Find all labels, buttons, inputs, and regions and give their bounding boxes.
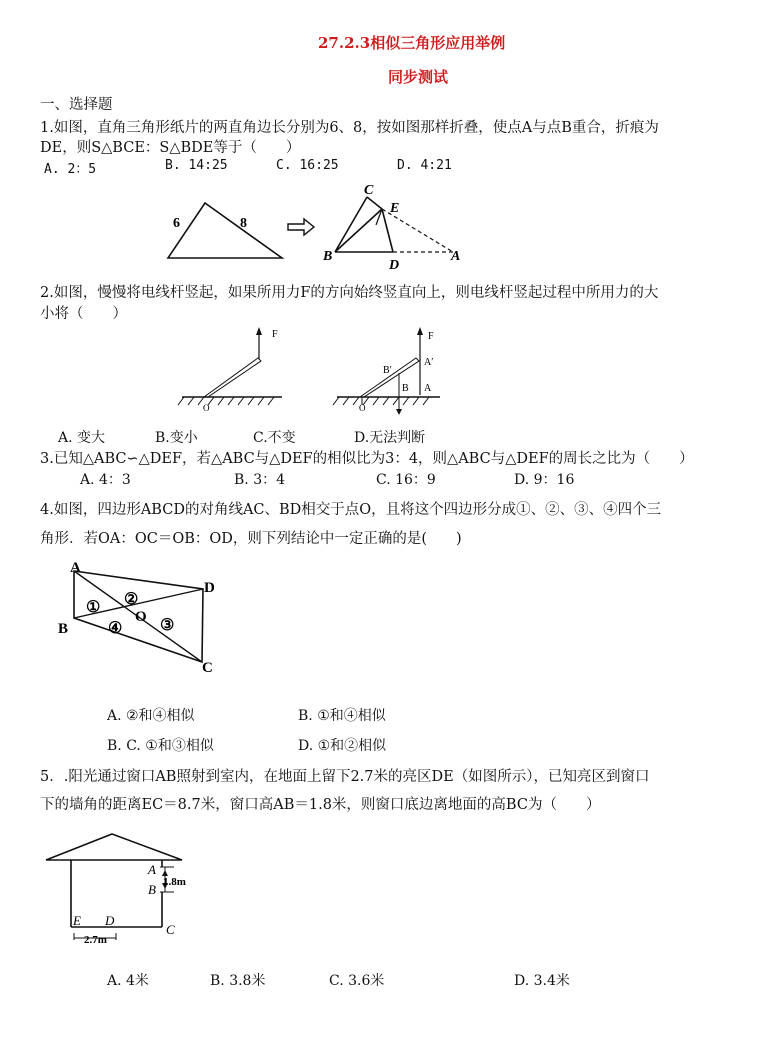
q1-label-A: A — [451, 249, 461, 264]
q4-label-D: D — [204, 580, 215, 596]
q4-text-line1: 4.如图，四边形ABCD的对角线AC、BD相交于点O，且将这个四边形分成①、②、③、④四个三 — [40, 502, 662, 518]
q5-roof — [46, 834, 182, 860]
q1-label-6: 6 — [173, 216, 180, 231]
q1-text-line1: 1.如图，直角三角形纸片的两直角边长分别为6、8，按如图那样折叠，使点A与点B重合，折痕为 — [40, 120, 659, 136]
q5-label-ab: 1.8m — [163, 876, 186, 888]
q1-label-B: B — [323, 249, 333, 264]
q2-option-a[interactable]: A. 变大 — [58, 430, 106, 446]
q5-text-line1: 5．.阳光通过窗口AB照射到室内，在地面上留下2.7米的亮区DE（如图所示），已知亮区到窗口 — [40, 769, 650, 785]
q5-option-a[interactable]: A. 4米 — [107, 973, 149, 989]
q4-option-b[interactable]: B. ①和④相似 — [298, 708, 386, 724]
q5-label-de: 2.7m — [84, 934, 107, 946]
q1-left-triangle — [168, 203, 282, 258]
q2-right-label-A: A — [424, 383, 432, 394]
q2-text-line1: 2.如图，慢慢将电线杆竖起，如果所用力F的方向始终竖直向上，则电线杆竖起过程中所用力的大 — [40, 285, 659, 301]
q5-figure — [44, 830, 194, 955]
q3-option-c[interactable]: C. 16：9 — [376, 472, 436, 488]
q2-text-line2: 小将（ ） — [40, 306, 127, 322]
q4-label-region3: ③ — [160, 617, 175, 634]
q1-option-b[interactable]: B. 14:25 — [165, 158, 228, 173]
q2-right-label-A1: A′ — [424, 357, 434, 368]
q3-option-a[interactable]: A. 4：3 — [80, 472, 131, 488]
q4-option-d[interactable]: D. ①和②相似 — [298, 738, 387, 754]
q4-label-region4: ④ — [108, 620, 123, 637]
q5-text-line2: 下的墙角的距离EC＝8.7米，窗口高AB＝1.8米，则窗口底边离地面的高BC为（ ） — [40, 797, 601, 813]
q5-option-c[interactable]: C. 3.6米 — [329, 973, 385, 989]
q2-figure — [170, 325, 460, 425]
q5-option-d[interactable]: D. 3.4米 — [514, 973, 570, 989]
q1-label-E: E — [390, 201, 400, 216]
q2-right-label-B1: B′ — [383, 365, 392, 376]
page-subtitle: 同步测试 — [388, 68, 449, 86]
q1-option-a[interactable]: A. 2：5 — [44, 162, 97, 177]
q5-label-C: C — [166, 922, 175, 937]
q5-label-B: B — [148, 882, 156, 897]
q5-label-E: E — [73, 913, 81, 928]
q5-label-A: A — [148, 862, 156, 877]
q4-label-A: A — [70, 560, 81, 576]
q4-figure — [50, 558, 230, 678]
q1-label-8: 8 — [240, 216, 247, 231]
q4-label-region1: ① — [86, 599, 101, 616]
q2-left-label-O: O — [203, 403, 210, 413]
q2-right-label-O: O — [359, 403, 366, 413]
q1-option-d[interactable]: D. 4:21 — [397, 158, 452, 173]
q4-label-C: C — [202, 660, 213, 676]
q2-option-d[interactable]: D.无法判断 — [354, 430, 426, 446]
q1-option-c[interactable]: C. 16:25 — [276, 158, 339, 173]
q1-text-line2: DE，则S△BCE：S△BDE等于（ ） — [40, 140, 301, 156]
q2-option-b[interactable]: B.变小 — [155, 430, 198, 446]
q5-label-D: D — [105, 913, 115, 928]
q2-right-label-B: B — [402, 383, 409, 394]
q2-option-c[interactable]: C.不变 — [253, 430, 296, 446]
q4-label-region2: ② — [124, 591, 139, 608]
q5-option-b[interactable]: B. 3.8米 — [210, 973, 266, 989]
q1-label-C: C — [364, 183, 374, 198]
page-title: 27.2.3相似三角形应用举例 — [318, 34, 506, 52]
q4-label-B: B — [58, 621, 69, 637]
q2-right-label-F: F — [428, 331, 434, 342]
q4-text-line2: 角形．若OA：OC＝OB：OD，则下列结论中一定正确的是( ) — [40, 531, 462, 547]
q3-text-line1: 3.已知△ABC∽△DEF，若△ABC与△DEF的相似比为3：4，则△ABC与△DEF的周长之比为（ ） — [40, 451, 694, 467]
q4-option-c[interactable]: B. C. ①和③相似 — [107, 738, 214, 754]
section-heading: 一、选择题 — [40, 97, 113, 113]
q1-figure — [150, 180, 470, 275]
q3-option-d[interactable]: D. 9：16 — [514, 472, 575, 488]
q2-left-label-F: F — [272, 329, 278, 340]
q1-arrow-icon — [288, 219, 314, 235]
q3-option-b[interactable]: B. 3：4 — [234, 472, 286, 488]
q4-option-a[interactable]: A. ②和④相似 — [107, 708, 195, 724]
q4-label-O: O — [135, 609, 147, 625]
q1-label-D: D — [389, 258, 400, 273]
